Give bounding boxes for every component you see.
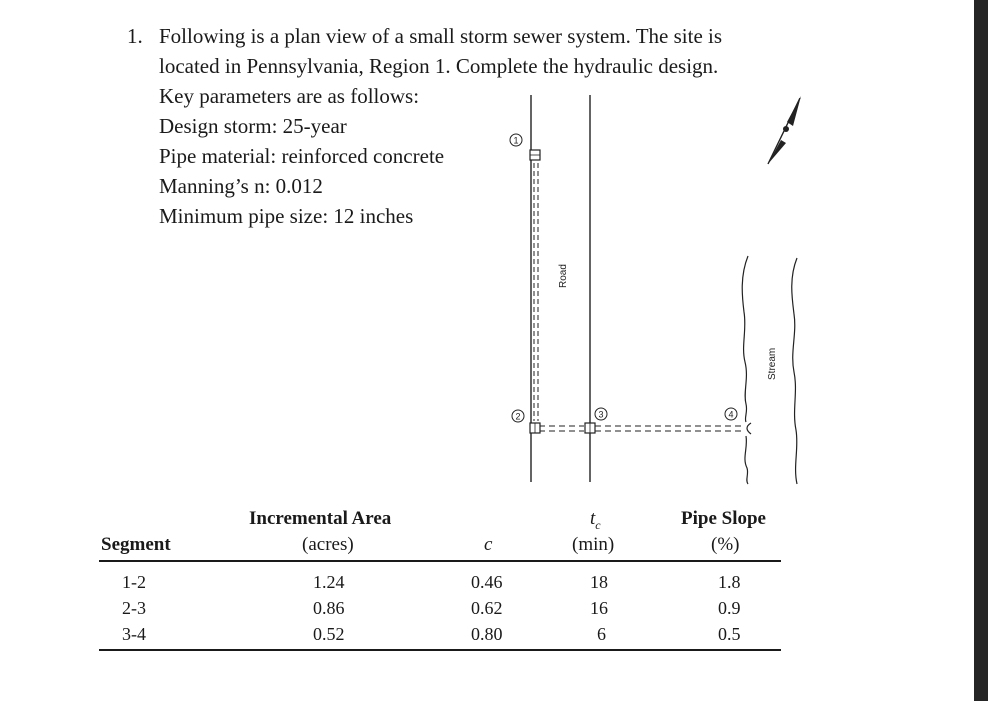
header-slope-units: (%) (711, 534, 740, 555)
param-pipe-material: Pipe material: reinforced concrete (159, 144, 445, 168)
stream-right-bank (792, 258, 797, 484)
node-3-label: 3 (598, 409, 604, 420)
header-slope-top: Pipe Slope (681, 508, 766, 529)
node-4-label: 4 (728, 409, 734, 420)
header-segment: Segment (101, 534, 171, 555)
row-3-area: 0.52 (313, 624, 345, 644)
header-tc-symbol: t (590, 508, 596, 529)
row-3-tc: 6 (597, 624, 606, 644)
table-header-rule (99, 560, 781, 562)
problem-line-1: Following is a plan view of a small storm sewer system. The site is (159, 24, 723, 48)
row-2-slope: 0.9 (718, 598, 741, 618)
road-label: Road (558, 264, 569, 288)
problem-line-3: Key parameters are as follows: (159, 84, 420, 108)
node-1-label: 1 (513, 135, 519, 146)
param-mannings-n: Manning’s n: 0.012 (159, 174, 323, 198)
row-1-c: 0.46 (471, 572, 503, 592)
param-min-pipe-size: Minimum pipe size: 12 inches (159, 204, 414, 228)
row-3-slope: 0.5 (718, 624, 741, 644)
header-area-units: (acres) (302, 534, 354, 555)
stream-left-bank-upper (742, 256, 748, 422)
param-design-storm: Design storm: 25-year (159, 114, 347, 138)
row-1-slope: 1.8 (718, 572, 741, 592)
node-2-label: 2 (515, 411, 521, 422)
header-tc-subscript: c (595, 517, 601, 532)
outfall-headwall (747, 423, 751, 434)
problem-line-2: located in Pennsylvania, Region 1. Complete the hydraulic design. (159, 54, 719, 78)
row-2-c: 0.62 (471, 598, 503, 618)
row-3-segment: 3-4 (122, 624, 146, 644)
header-tc-units: (min) (572, 534, 615, 555)
row-1-tc: 18 (590, 572, 608, 592)
row-2-tc: 16 (590, 598, 608, 618)
table-bottom-rule (99, 649, 781, 651)
header-area-top: Incremental Area (249, 508, 392, 529)
stream-left-bank-lower (745, 436, 748, 484)
stream-label: Stream (767, 347, 778, 380)
problem-number: 1. (127, 24, 143, 48)
row-2-segment: 2-3 (122, 598, 146, 618)
header-c: c (484, 534, 493, 555)
row-1-area: 1.24 (313, 572, 345, 592)
row-3-c: 0.80 (471, 624, 503, 644)
row-1-segment: 1-2 (122, 572, 146, 592)
north-arrow-icon (768, 96, 801, 164)
row-2-area: 0.86 (313, 598, 345, 618)
